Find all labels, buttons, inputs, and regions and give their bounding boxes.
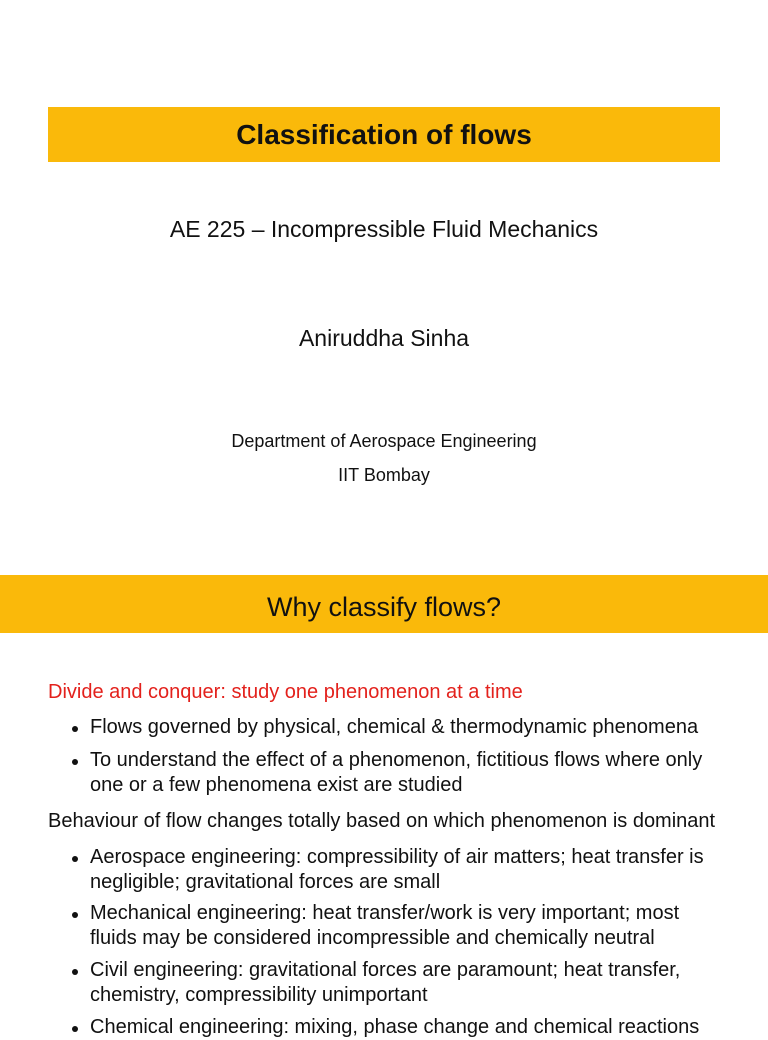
list-item xyxy=(72,748,752,798)
bullet-icon xyxy=(72,726,78,732)
list-item-text: fluids may be considered incompressible and chemically neutral xyxy=(90,927,655,949)
bullet-icon xyxy=(72,969,78,975)
list-item xyxy=(72,845,752,895)
alert-text: Divide and conquer: study one phenomenon at a time xyxy=(48,681,523,703)
course-subtitle: AE 225 – Incompressible Fluid Mechanics xyxy=(169,216,599,242)
bullet-icon xyxy=(72,912,78,918)
list-item-text: Civil engineering: gravitational forces are paramount; heat transfer, xyxy=(90,959,681,981)
list-item-text: negligible; gravitational forces are small xyxy=(90,871,441,893)
author-name: Aniruddha Sinha xyxy=(298,325,470,351)
frame-title-bar xyxy=(0,575,768,633)
list-item-text: chemistry, compressibility unimportant xyxy=(90,984,428,1006)
bullet-icon xyxy=(72,856,78,862)
list-item-text: Chemical engineering: mixing, phase change and chemical reactions xyxy=(90,1016,700,1038)
list-item xyxy=(72,1015,752,1038)
list-item-text: Mechanical engineering: heat transfer/work is very important; most xyxy=(90,902,680,924)
institute-department: Department of Aerospace Engineering xyxy=(231,431,537,451)
list-item-text: Flows governed by physical, chemical & thermodynamic phenomena xyxy=(90,716,699,738)
bullet-icon xyxy=(72,1026,78,1032)
list-item xyxy=(72,715,752,740)
bullet-icon xyxy=(72,759,78,765)
list-item-text: one or a few phenomena exist are studied xyxy=(90,774,463,796)
statement-text: Behaviour of flow changes totally based on which phenomenon is dominant xyxy=(48,810,716,832)
title-bar xyxy=(48,107,720,162)
list-item-text: Aerospace engineering: compressibility of air matters; heat transfer is xyxy=(90,846,704,868)
list-item xyxy=(72,958,752,1008)
institute-name: IIT Bombay xyxy=(338,465,430,485)
frame-title: Why classify flows? xyxy=(266,592,502,622)
list-item xyxy=(72,901,752,951)
presentation-title: Classification of flows xyxy=(236,119,532,150)
list-item-text: To understand the effect of a phenomenon, fictitious flows where only xyxy=(90,749,703,771)
